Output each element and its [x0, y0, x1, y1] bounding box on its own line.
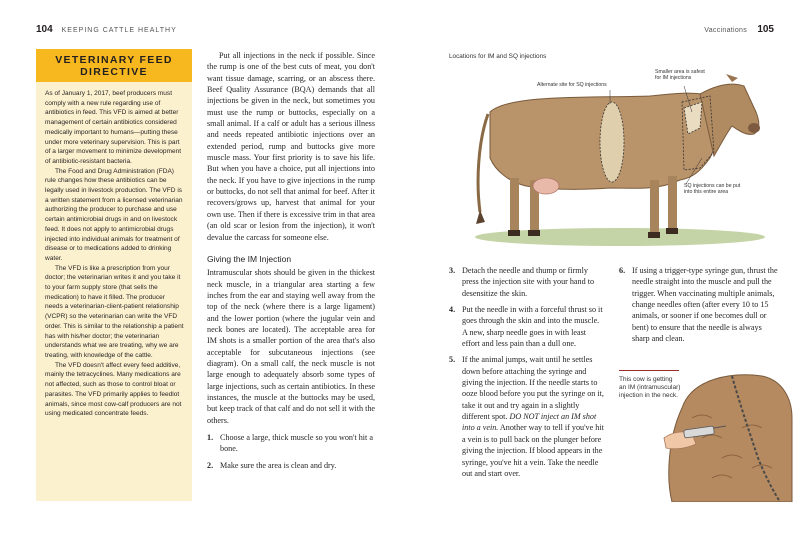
steps-list [619, 265, 779, 344]
right-page-number: 105 [757, 24, 774, 35]
alternate-sq-site [600, 102, 624, 182]
right-running-title: Vaccinations [704, 27, 748, 34]
step-item [207, 432, 375, 455]
right-page-column-1 [449, 265, 604, 484]
cow-leg [510, 178, 519, 232]
sidebar-paragraph: The Food and Drug Administration (FDA) rule changes how these antibiotics can be legally used in livestock production. The VFD is a written statement from a licensed veterinarian authorizing the producer to purchase and use certain antimicrobial drugs in and on livestock feed. It does not apply to antimicrobial drugs injected into individual animals for treatment of disease or to medications added to drinking water. [45, 167, 183, 262]
cow-udder [533, 178, 559, 194]
step-number: 6. [619, 266, 626, 275]
step-item [449, 354, 604, 479]
right-running-head [704, 24, 774, 35]
step-number: 3. [449, 266, 456, 275]
cow-tail [478, 114, 488, 212]
steps-list [449, 265, 604, 479]
label-alternate-sq: Alternate site for SQ injections [537, 82, 607, 88]
left-running-head [36, 24, 177, 35]
step-text: Choose a large, thick muscle so you won't hit a bone. [220, 433, 373, 454]
cow-leg [650, 180, 659, 234]
neck-injection-illustration [662, 368, 794, 502]
body-paragraph: Intramuscular shots should be given in the thickest neck muscle, in a triangular area starting a few inches from the ear and staying well away from the top of the neck (where there is a large ligament) and the lower portion (where the jugular vein and neck bones are located). The acceptable area for IM shots is a smaller portion of the area that's also acceptable for subcutaneous injections (see diagram). On a small calf, the neck muscle is not large enough to adequately absorb some types of large injections, such as certain antibiotics. In these instances, the muscle at the buttocks may be used, but keep track of that calf and do not sell it with the others. [207, 268, 375, 425]
sidebar-title-line-1: VETERINARY FEED [55, 54, 173, 66]
step-number: 4. [449, 305, 456, 315]
step-item [207, 460, 375, 471]
step-text: Make sure the area is clean and dry. [220, 460, 337, 470]
step-text: Put the needle in with a forceful thrust so it goes through the skin and into the muscle. A new, sharp needle goes in with least effort and less pain than a dull one. [462, 305, 603, 349]
step-text: Another way to tell if you've hit a vein is to pull back on the plunger before giving the injection. If blood appears in the syringe, you've hit a vein. Take the needle out and start over. [462, 423, 604, 478]
sidebar-title [36, 49, 192, 82]
step-item [449, 265, 604, 299]
sidebar-paragraph: The VFD is like a prescription from your doctor; the veterinarian writes it and you take it to your farm supply store (that sells the medication) to have it filled. The producer needs a veterinarian-client-patient relationship (VCPR) so the veterinarian can write the VFD order. This is similar to the relationship a patient has with his/her doctor; the veterinarian understands what we are treating, why we are treating, with knowledge of the cattle. [45, 264, 184, 359]
cow-injection-diagram [470, 72, 770, 252]
step-number: 5. [449, 355, 456, 365]
step-number: 1. [207, 433, 214, 442]
step-text: If the animal jumps, wait until he settles down before attaching the syringe and giving the injection. If the needle starts to ooze blood before you put the syringe on it, take it out and try again in a slightly different spot. [462, 355, 604, 422]
steps-list [207, 432, 375, 471]
label-line: into this entire area [684, 189, 729, 196]
step-text: If using a trigger-type syringe gun, thrust the needle straight into the muscle and pull the trigger. When vaccinating multiple animals, change needles often (after every 10 to 15 animals, or sooner if one becomes dull or bent) to ensure that the needle is always sharp and clean. [632, 266, 778, 344]
right-page-column-2 [619, 265, 779, 349]
step-emphasis: DO NOT inject an IM shot into a vein. [462, 412, 597, 433]
step-number: 2. [207, 460, 214, 470]
cow-leg [668, 176, 677, 230]
label-sq-area [684, 183, 740, 196]
figure-caption: Locations for IM and SQ injections [449, 53, 547, 60]
label-im-safest [655, 69, 705, 82]
section-heading: Giving the IM Injection [207, 253, 292, 264]
photo-caption: This cow is getting an IM (intramuscular) injection in the neck. [619, 376, 681, 399]
sidebar-body [36, 82, 192, 419]
left-running-title: KEEPING CATTLE HEALTHY [61, 27, 177, 34]
left-page-column [207, 50, 375, 476]
step-item [619, 265, 779, 344]
label-line: for IM injections [655, 75, 692, 82]
vfd-sidebar [36, 49, 192, 501]
left-page-number: 104 [36, 24, 53, 35]
sidebar-paragraph: As of January 1, 2017, beef producers must comply with a new rule regarding use of antibiotics in feed. This VFD is aimed at better management of certain antibiotics considered medically important to humans—putting these under more veterinary supervision. This is part of a larger movement to minimize development of antibiotic-resistant bacteria. [45, 90, 182, 165]
label-line: Smaller area is safest [655, 69, 705, 75]
sidebar-title-line-2: DIRECTIVE [80, 66, 148, 78]
body-paragraph: Put all injections in the neck if possible. Since the rump is one of the best cuts of meat, you don't want tissue damage, scarring, or an abscess there. Beef Quality Assurance (BQA) demands that all injections be given in the neck, but sometimes you must use the rump or buttocks, especially on a small animal. If a calf or adult has a serious illness and needs repeated antibiotic injections over an extended period, rump and buttocks give more muscle mass. Your first priority is to save his life. But when you have a choice, put all injections into the neck. If you have to give injections in the rump or buttocks, do not sell that animal for beef. After it recovers/grows up, harvest that animal for your own use. Then if there is excessive trim in that area (an old scar or lesion from the injection), it won't devalue the carcass for someone else. [207, 51, 375, 242]
label-line: SQ injections can be put [684, 183, 741, 189]
step-text: Detach the needle and thump or firmly press the injection site with your hand to desensitize the skin. [462, 266, 595, 298]
step-item [449, 304, 604, 349]
sidebar-paragraph: The VFD doesn't affect every feed additive, mainly the tetracyclines. Many medications are not affected, such as those to control bloat or parasites. The VFD primarily applies to feedlot animals, since most cow-calf producers are not using medicated concentrate feeds. [45, 361, 182, 418]
